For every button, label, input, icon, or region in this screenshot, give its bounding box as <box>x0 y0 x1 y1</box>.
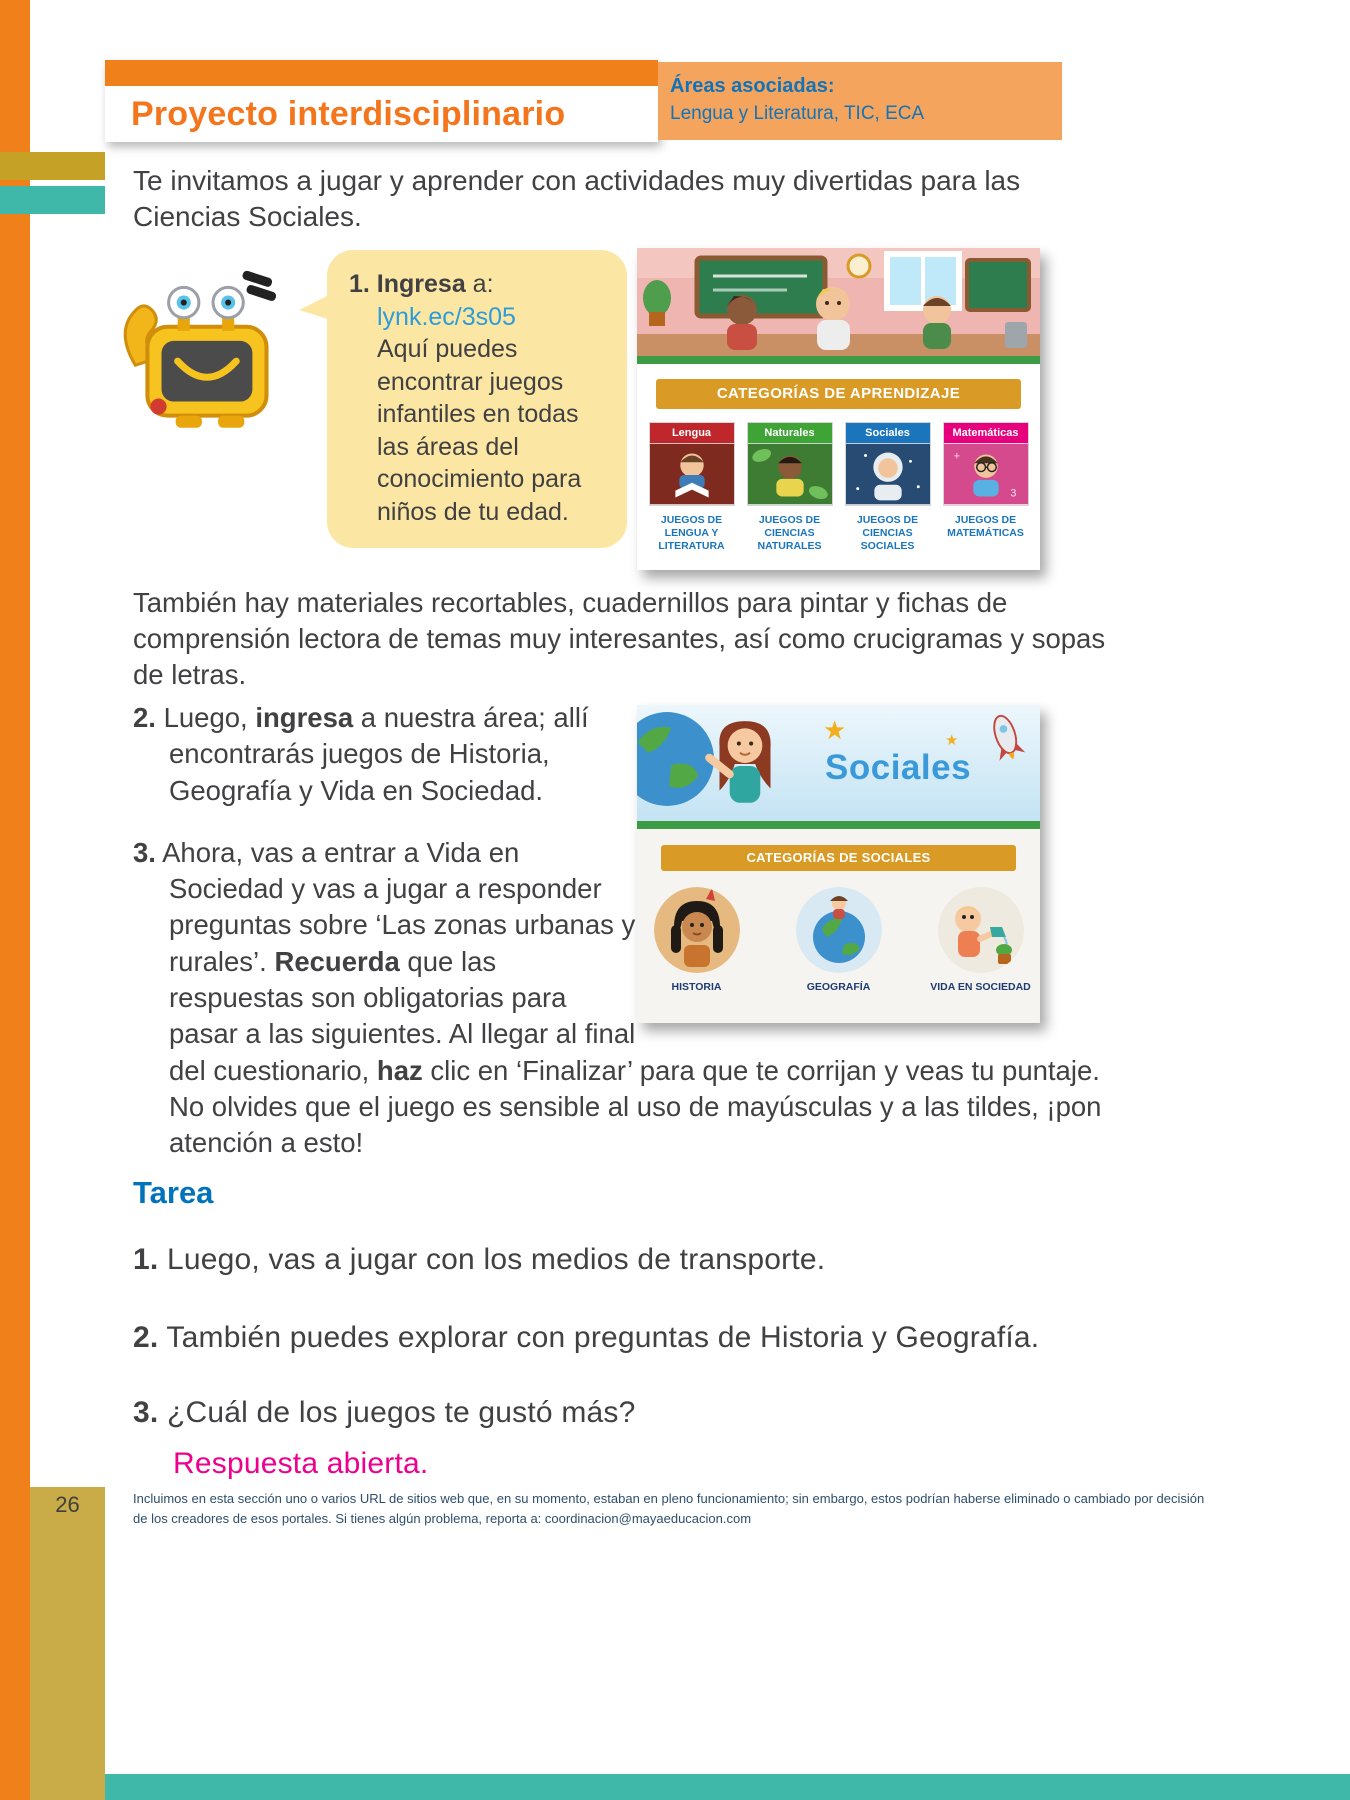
title-card-accent <box>105 60 658 86</box>
category-label-matematicas: JUEGOS DE MATEMÁTICAS <box>947 514 1024 540</box>
card-ribbon-matematicas: Matemáticas <box>944 423 1028 443</box>
step2-paragraph: 2. Luego, ingresa a nuestra área; allí encontrarás juegos de Historia, Geografía y Vida en Sociedad. <box>133 702 589 806</box>
geografia-column <box>783 887 895 995</box>
areas-label: Áreas asociadas: <box>670 75 835 97</box>
bubble-body-text: Aquí puedes encontrar juegos infantiles en todas las áreas del conocimiento para niños de tu edad. <box>377 335 582 526</box>
footer-note <box>133 1489 1293 1529</box>
geografia-icon <box>796 887 882 973</box>
green-divider <box>637 821 1040 829</box>
areas-value: Lengua y Literatura, TIC, ECA <box>670 103 925 124</box>
bottom-gold-block <box>30 1487 105 1800</box>
footer-line-2: de los creadores de esos portales. Si tienes algún problema, reporta a: coordinacion@mayaeducacion.com <box>133 1511 752 1527</box>
girl-illustration <box>699 715 791 817</box>
page-title: Proyecto interdisciplinario <box>131 95 566 133</box>
sociales-categories-row <box>637 887 1040 995</box>
task-item-3 <box>133 1393 1233 1483</box>
task-text: ¿Cuál de los juegos te gustó más? <box>166 1396 636 1429</box>
website2-screenshot <box>637 705 1040 1023</box>
category-column-naturales <box>747 422 833 553</box>
category-card-matematicas <box>943 422 1029 506</box>
gold-accent-bar <box>0 152 105 180</box>
step2-number: 2. <box>133 702 156 733</box>
category-label-lengua: JUEGOS DE LENGUA Y LITERATURA <box>658 514 725 553</box>
rocket-icon <box>970 705 1040 777</box>
historia-label: HISTORIA <box>671 981 722 993</box>
historia-icon <box>654 887 740 973</box>
step1-section <box>105 240 1350 585</box>
matematicas-card-illustration <box>944 443 1028 505</box>
geografia-label: GEOGRAFÍA <box>806 981 871 993</box>
website1-screenshot <box>637 248 1040 570</box>
left-orange-bar <box>0 0 30 1800</box>
intro-paragraph: Te invitamos a jugar y aprender con actividades muy divertidas para las Ciencias Sociales. <box>133 165 1021 233</box>
category-cards-row <box>637 422 1040 553</box>
robot-mascot-illustration <box>105 268 317 430</box>
star-icon: ★ <box>945 732 959 749</box>
lengua-card-illustration <box>650 443 734 505</box>
footer-line-1: Incluimos en esta sección uno o varios URL de sitios web que, en su momento, estaban en pleno funcionamiento; sin embargo, estos podrían haberse eliminado o cambiado por decisión <box>133 1491 1205 1506</box>
category-label-sociales: JUEGOS DE CIENCIAS SOCIALES <box>856 514 919 553</box>
bubble-step-bold: 1. Ingresa <box>349 270 466 298</box>
vida-en-sociedad-label: VIDA EN SOCIEDAD <box>930 981 1031 993</box>
task-item-2 <box>133 1318 1233 1357</box>
historia-column <box>641 887 753 995</box>
task-number: 1. <box>133 1243 159 1276</box>
sociales-banner-illustration <box>637 705 1040 821</box>
teal-accent-bar <box>0 186 105 214</box>
speech-bubble <box>327 250 627 548</box>
step3-paragraph: 3. Ahora, vas a entrar a Vida en Sociedad y vas a jugar a responder preguntas sobre ‘Las zonas urbanas y rurales’. Recuerda que las respuestas son obligatorias para pasar a las siguientes. Al llegar al final del cuestionario, haz clic en ‘Finalizar’ para que te corrijan y veas tu puntaje. No olvides que el juego es sensible al uso de mayúsculas y a las tildes, ¡pon atención a esto! <box>133 836 1102 1159</box>
page-number: 26 <box>55 1492 80 1517</box>
bubble-step-line: 1. Ingresa a: <box>349 270 494 298</box>
sociales-title: Sociales <box>825 748 972 787</box>
vida-en-sociedad-icon <box>938 887 1024 973</box>
task-text: También puedes explorar con preguntas de Historia y Geografía. <box>166 1321 1040 1354</box>
green-divider <box>637 356 1040 364</box>
svg-text:+: + <box>953 450 960 463</box>
category-card-lengua <box>649 422 735 506</box>
lynk-link[interactable]: lynk.ec/3s05 <box>377 302 516 331</box>
category-label-naturales: JUEGOS DE CIENCIAS NATURALES <box>757 514 822 553</box>
task-number: 3. <box>133 1396 159 1429</box>
task-item-1 <box>133 1240 1233 1279</box>
task-text: Luego, vas a jugar con los medios de transporte. <box>166 1243 826 1276</box>
category-card-sociales <box>845 422 931 506</box>
card-ribbon-sociales: Sociales <box>846 423 930 443</box>
materials-paragraph: También hay materiales recortables, cuadernillos para pintar y fichas de comprensión lectora de temas muy interesantes, así como crucigramas y sopas de letras. <box>133 587 1106 690</box>
category-column-matematicas <box>943 422 1029 553</box>
category-column-lengua <box>649 422 735 553</box>
star-icon: ★ <box>823 715 847 745</box>
task-number: 2. <box>133 1321 159 1354</box>
tarea-heading: Tarea <box>133 1175 214 1210</box>
sociales-card-illustration <box>846 443 930 505</box>
card-ribbon-naturales: Naturales <box>748 423 832 443</box>
sociales-categories-banner: CATEGORÍAS DE SOCIALES <box>661 845 1016 871</box>
category-card-naturales <box>747 422 833 506</box>
title-card <box>105 60 658 142</box>
website2-float-wrapper <box>637 700 1118 1030</box>
associated-areas-box <box>658 62 1062 140</box>
category-column-sociales <box>845 422 931 553</box>
open-answer: Respuesta abierta. <box>173 1447 429 1480</box>
naturales-card-illustration <box>748 443 832 505</box>
steps-section <box>133 700 1118 1188</box>
classroom-illustration <box>637 248 1040 356</box>
svg-text:3: 3 <box>1009 487 1016 500</box>
header <box>105 60 1062 142</box>
vida-en-sociedad-column <box>925 887 1037 995</box>
step3-number: 3. <box>133 836 156 868</box>
bottom-teal-strip <box>105 1774 1350 1800</box>
categories-banner: CATEGORÍAS DE APRENDIZAJE <box>656 379 1021 409</box>
card-ribbon-lengua: Lengua <box>650 423 734 443</box>
